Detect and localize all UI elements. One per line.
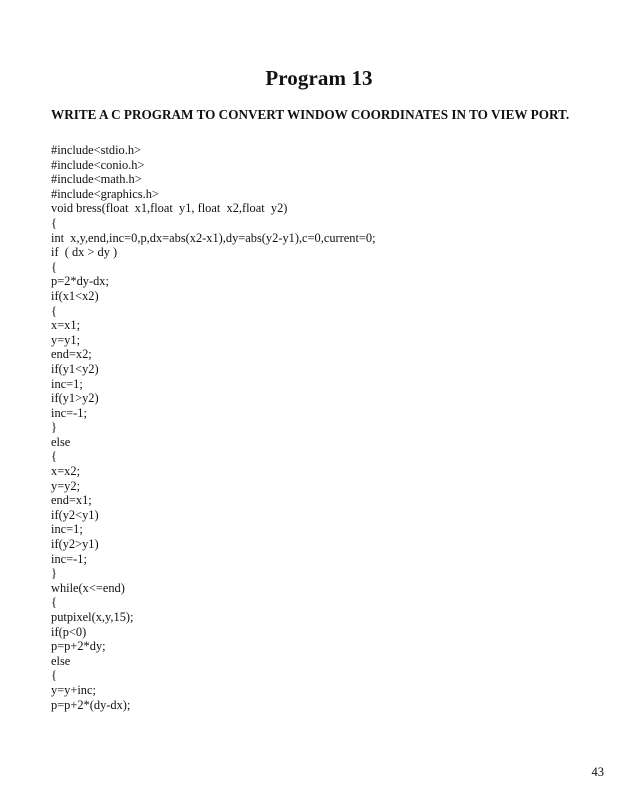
code-line: #include<math.h> — [51, 172, 142, 187]
program-heading: WRITE A C PROGRAM TO CONVERT WINDOW COORDINATES IN TO VIEW PORT. — [51, 107, 570, 122]
code-line: { — [51, 215, 57, 230]
code-line: { — [51, 595, 57, 610]
code-line: if(y2>y1) — [51, 537, 99, 552]
code-line: p=p+2*dy; — [51, 639, 106, 654]
code-line: { — [51, 449, 57, 464]
page-title: Program 13 — [265, 66, 373, 90]
code-line: inc=1; — [51, 376, 83, 391]
code-line: end=x1; — [51, 493, 92, 508]
code-line: else — [51, 653, 71, 668]
code-line: y=y2; — [51, 478, 81, 493]
code-line: y=y1; — [51, 332, 81, 347]
code-line: int x,y,end,inc=0,p,dx=abs(x2-x1),dy=abs(y2-y1),c=0,current=0; — [51, 230, 376, 245]
code-line: inc=-1; — [51, 551, 87, 566]
code-line: if ( dx > dy ) — [51, 245, 118, 260]
code-line: } — [51, 420, 57, 435]
code-line: } — [51, 566, 57, 581]
code-line: if(y1<y2) — [51, 361, 99, 376]
code-block — [51, 143, 611, 712]
code-line: y=y+inc; — [51, 682, 96, 697]
code-line: { — [51, 259, 57, 274]
code-line: p=p+2*(dy-dx); — [51, 697, 131, 712]
code-line: x=x2; — [51, 464, 81, 479]
code-line: #include<graphics.h> — [51, 186, 159, 201]
code-line: while(x<=end) — [51, 580, 125, 595]
page-number: 43 — [591, 765, 604, 779]
code-line: { — [51, 303, 57, 318]
code-line: inc=-1; — [51, 405, 87, 420]
code-line: else — [51, 434, 71, 449]
code-line: if(y1>y2) — [51, 391, 99, 406]
code-line: void bress(float x1,float y1, float x2,float y2) — [51, 201, 288, 216]
code-line: if(p<0) — [51, 624, 87, 639]
code-line: inc=1; — [51, 522, 83, 537]
code-line: x=x1; — [51, 318, 81, 333]
code-line: #include<conio.h> — [51, 157, 145, 172]
code-line: if(y2<y1) — [51, 507, 99, 522]
code-line: end=x2; — [51, 347, 92, 362]
code-line: { — [51, 668, 57, 683]
code-line: putpixel(x,y,15); — [51, 610, 134, 624]
code-line: if(x1<x2) — [51, 288, 99, 303]
code-line: #include<stdio.h> — [51, 143, 142, 157]
code-line: p=2*dy-dx; — [51, 274, 109, 289]
